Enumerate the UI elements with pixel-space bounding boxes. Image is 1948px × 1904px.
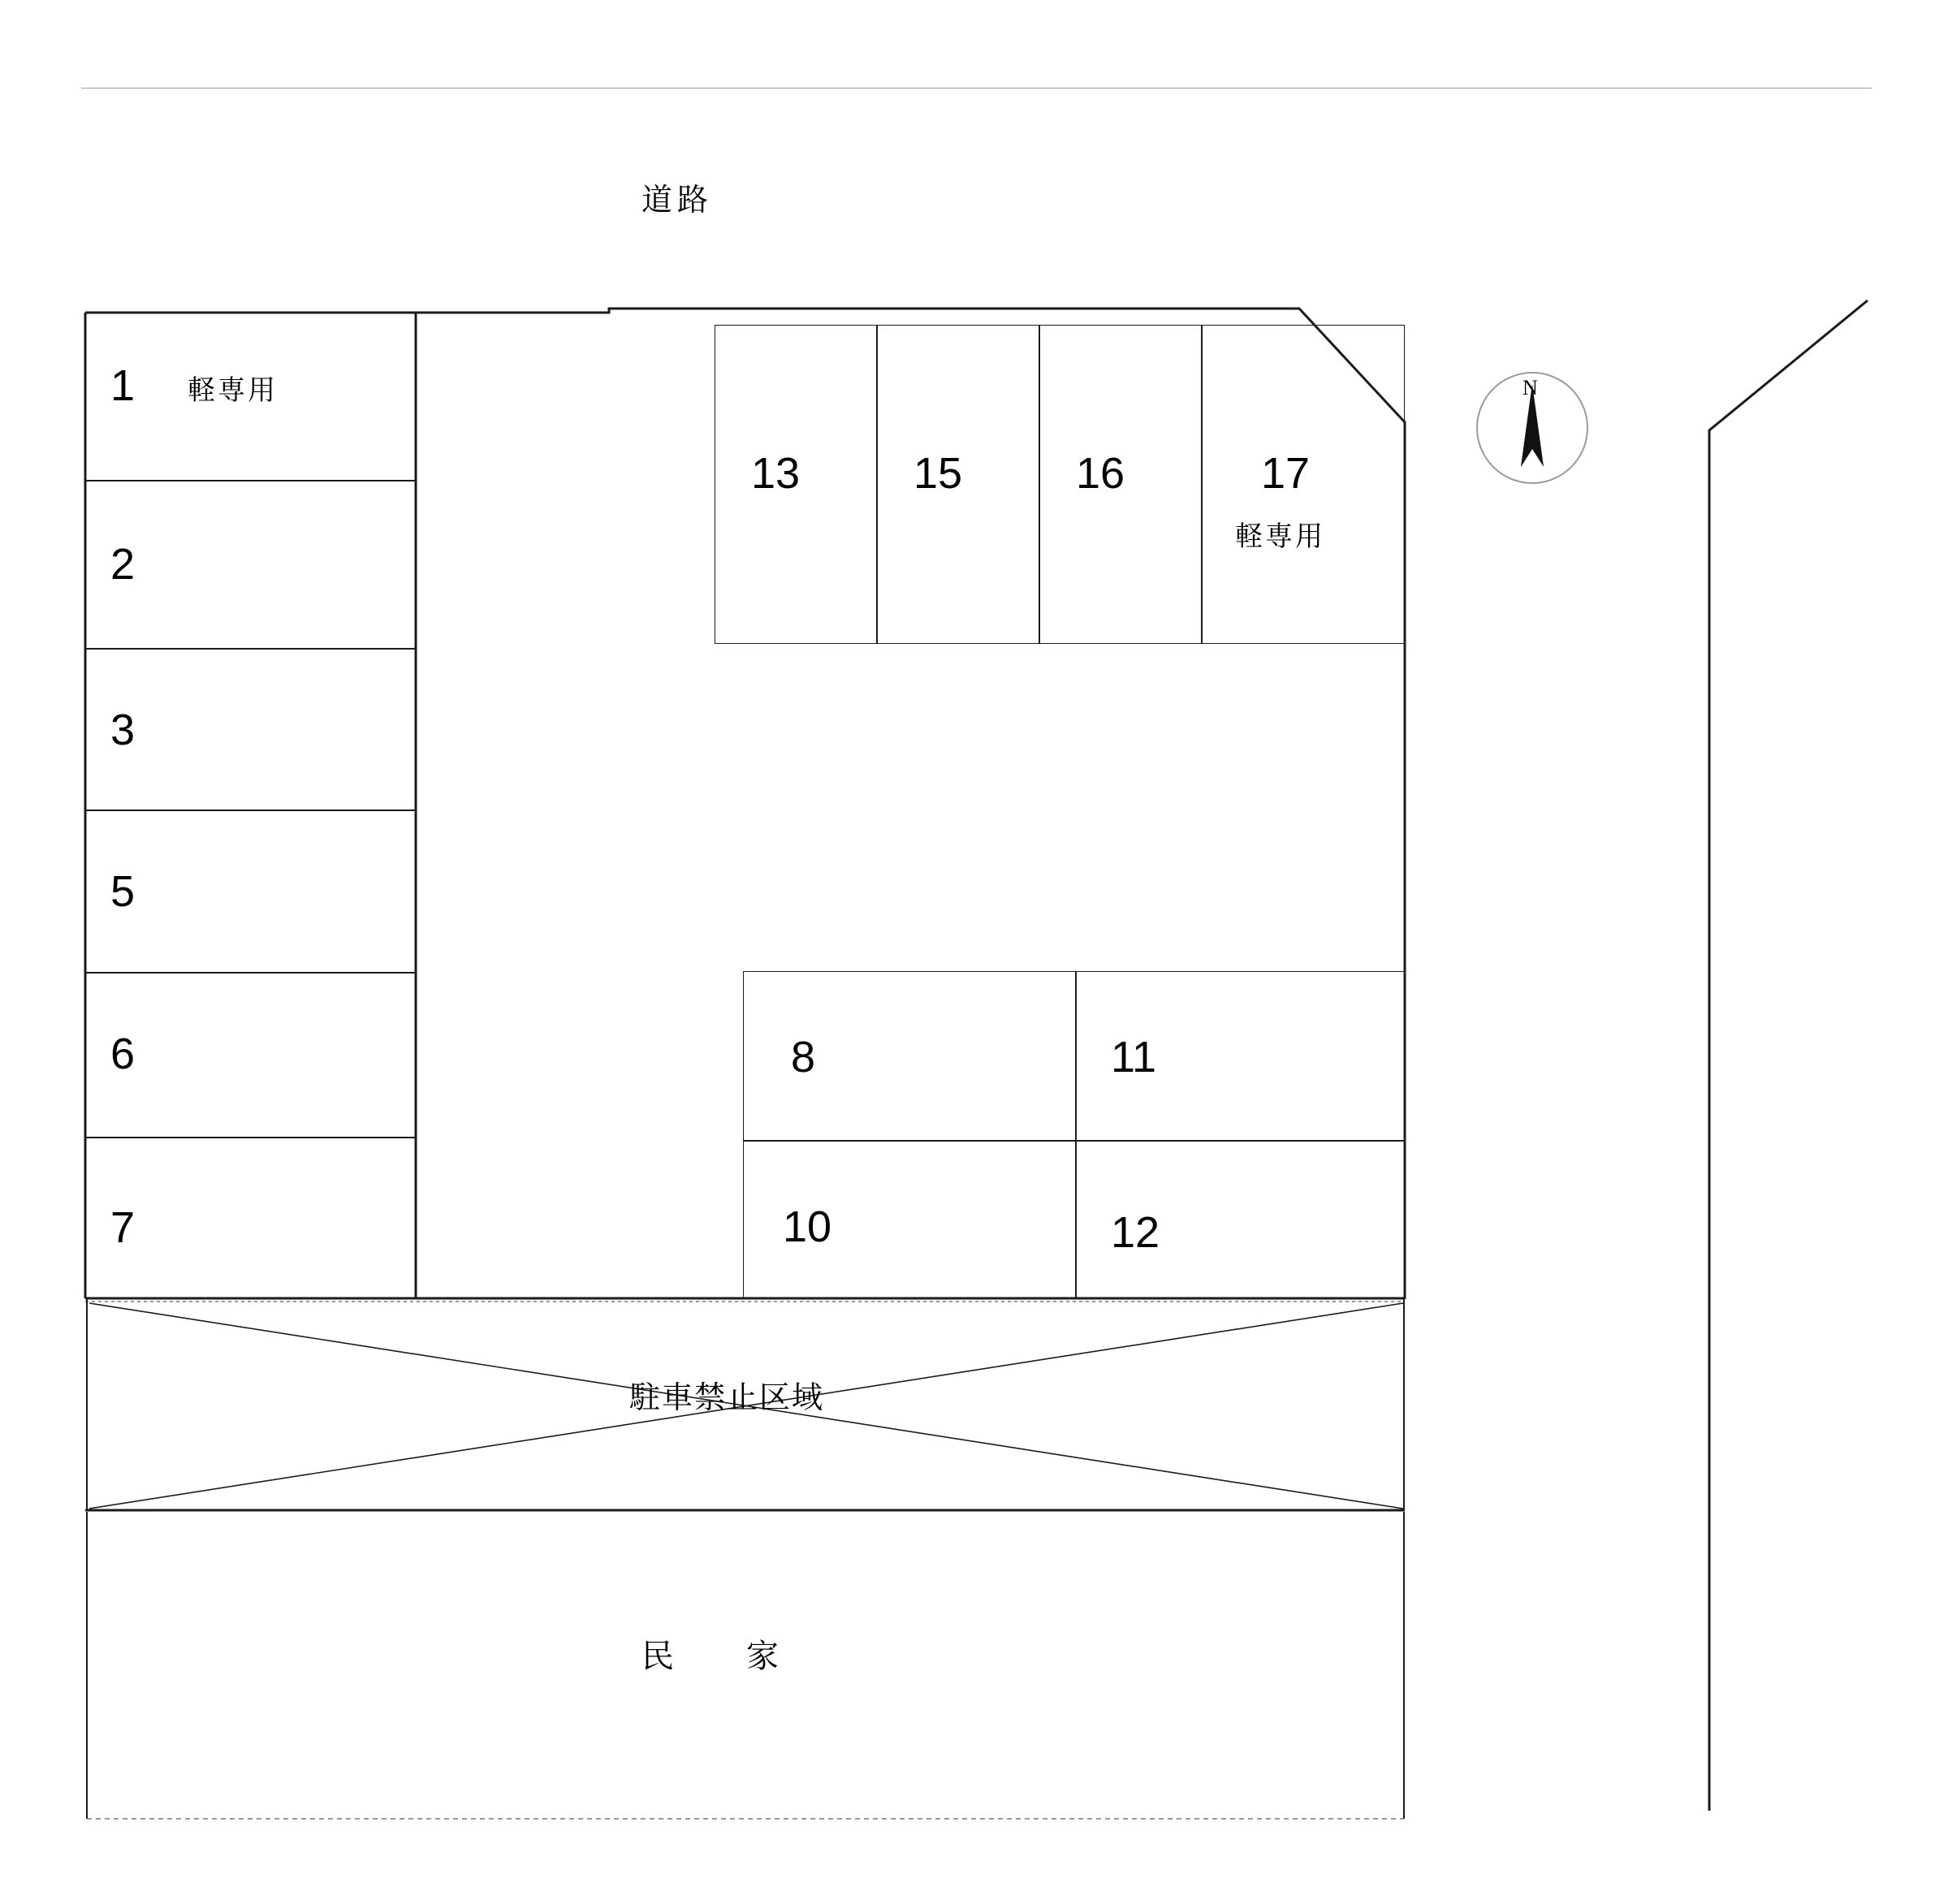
lot-number: 11 [1111, 1033, 1157, 1082]
parking-lot-16[interactable] [1039, 325, 1202, 644]
lot-number: 12 [1111, 1208, 1160, 1257]
lot-number: 17 [1261, 449, 1311, 498]
lot-number: 7 [110, 1203, 136, 1252]
lot-number: 2 [110, 540, 136, 589]
parking-lot-17[interactable] [1202, 325, 1405, 644]
parking-lot-11[interactable] [1076, 971, 1405, 1141]
parking-lot-10[interactable] [743, 1141, 1076, 1298]
parking-lot-1[interactable] [85, 313, 416, 481]
parking-lot-3[interactable] [85, 649, 416, 810]
lot-number: 16 [1076, 449, 1125, 498]
parking-lot-8[interactable] [743, 971, 1076, 1141]
lot-number: 1 [110, 361, 136, 410]
parking-lot-7[interactable] [85, 1138, 416, 1298]
road-label: 道路 [641, 183, 714, 218]
lot-number: 5 [110, 867, 136, 916]
lot-number: 6 [110, 1030, 136, 1078]
lot-number: 8 [791, 1033, 816, 1082]
no-parking-zone-label: 駐車禁止区域 [629, 1381, 825, 1415]
lot-number: 10 [783, 1202, 832, 1251]
parking-lot-5[interactable] [85, 810, 416, 973]
lot-note: 軽専用 [1235, 521, 1325, 552]
house-area-label: 民 家 [641, 1638, 781, 1674]
lot-number: 3 [110, 706, 136, 754]
parking-lot-2[interactable] [85, 481, 416, 649]
parking-lot-6[interactable] [85, 973, 416, 1138]
parking-lot-15[interactable] [877, 325, 1039, 644]
parking-lot-13[interactable] [715, 325, 877, 644]
compass-north-label: N [1523, 376, 1538, 399]
parking-lot-12[interactable] [1076, 1141, 1405, 1298]
lot-number: 13 [751, 449, 801, 498]
lot-note: 軽専用 [188, 375, 278, 406]
lot-number: 15 [914, 449, 963, 498]
